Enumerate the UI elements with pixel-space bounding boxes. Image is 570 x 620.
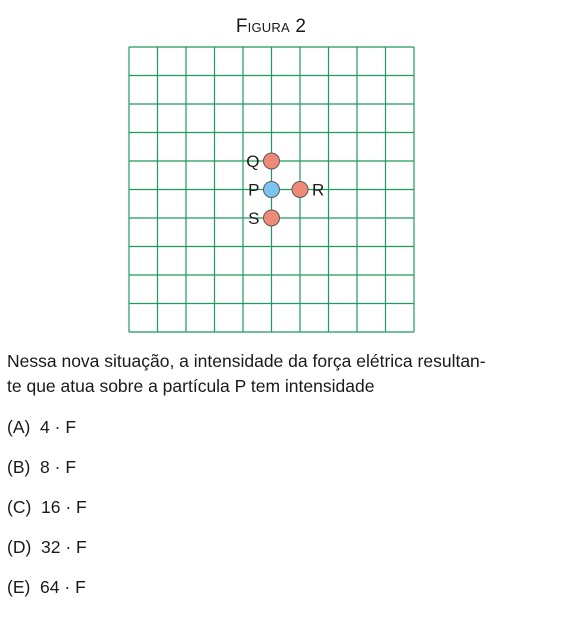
option-e[interactable]: (E) 64 · F [7, 577, 86, 597]
particle-s [264, 210, 280, 226]
question-line-1: Nessa nova situação, a intensidade da força elétrica resultan- [7, 351, 486, 371]
particle-r [292, 182, 308, 198]
particle-label-s: S [248, 209, 260, 228]
figure-title-text: Figura 2 [235, 16, 307, 37]
particle-label-r: R [312, 180, 325, 200]
option-c[interactable]: (C) 16 · F [7, 497, 87, 517]
option-b[interactable]: (B) 8 · F [7, 457, 77, 477]
option-d[interactable]: (D) 32 · F [7, 537, 87, 557]
answer-options [7, 417, 87, 617]
particle-label-q: Q [246, 152, 260, 171]
particle-label-p: P [248, 180, 260, 200]
particle-q [264, 153, 280, 169]
particle-p [264, 182, 280, 198]
question-line-2: te que atua sobre a partícula P tem intensidade [7, 376, 375, 396]
question-text [7, 349, 557, 399]
option-a[interactable]: (A) 4 · F [7, 417, 77, 437]
